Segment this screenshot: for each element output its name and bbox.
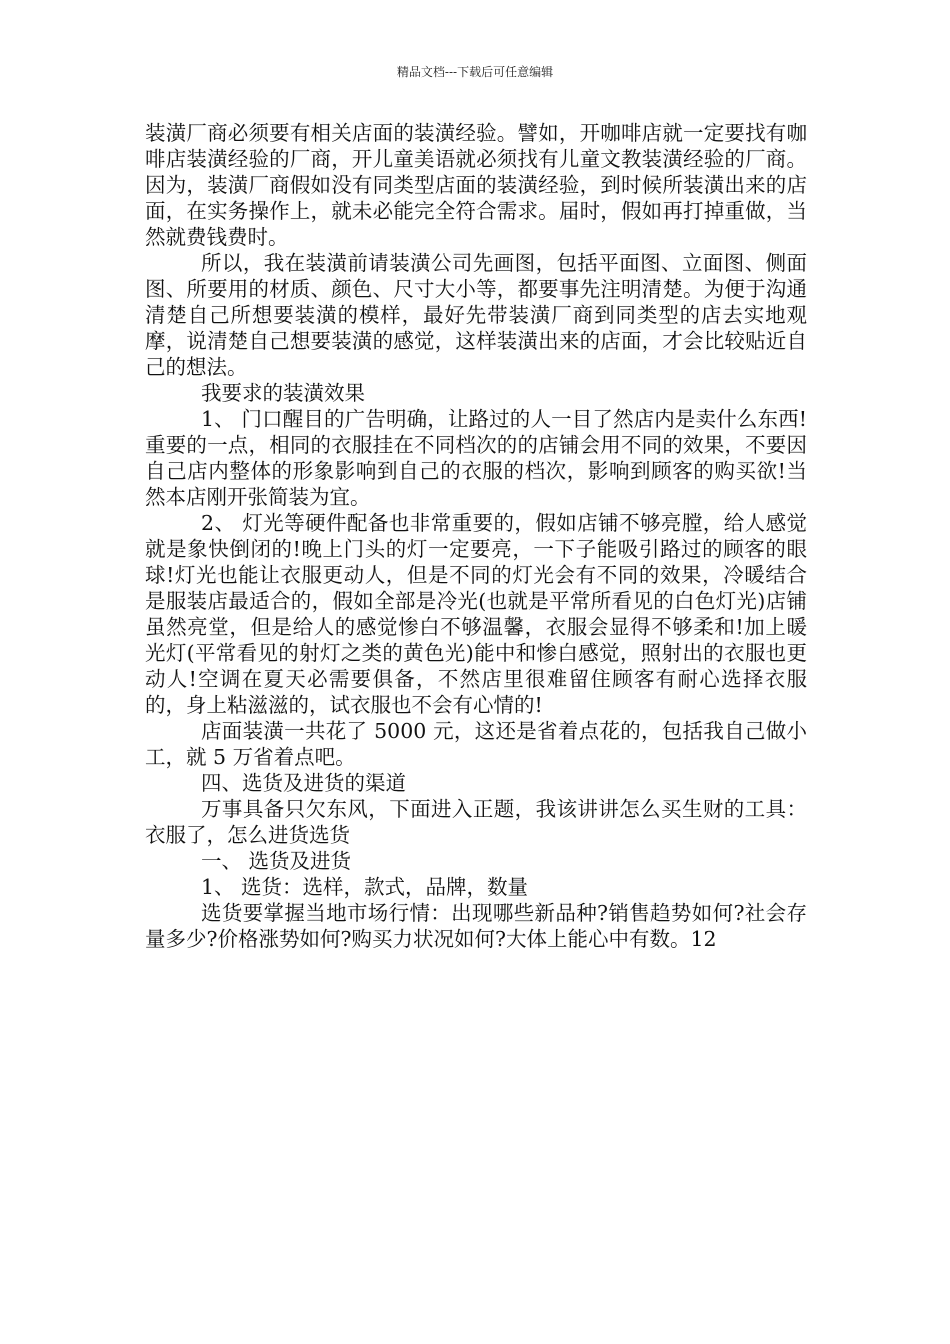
section-heading-decoration-effect: 我要求的装潢效果 bbox=[201, 381, 365, 405]
paragraph-intro: 万事具备只欠东风，下面进入正题，我该讲讲怎么买生财的工具：衣服了，怎么进货选货 bbox=[145, 797, 807, 847]
list-item-1: 1、 门口醒目的广告明确，让路过的人一目了然店内是卖什么东西!重要的一点，相同的衣服挂在不同档次的的店铺会用不同的效果，不要因自己店内整体的形象影响到自己的衣服的档次，影响到顾客的购买欲!当然本店刚开张简装为宜。 bbox=[145, 407, 807, 509]
paragraph-market: 选货要掌握当地市场行情：出现哪些新品种?销售趋势如何?社会存量多少?价格涨势如何?购买力状况如何?大体上能心中有数。12 bbox=[145, 901, 807, 951]
list-item-2: 2、 灯光等硬件配备也非常重要的，假如店铺不够亮膛，给人感觉就是象快倒闭的!晚上门头的灯一定要亮，一下子能吸引路过的顾客的眼球!灯光也能让衣服更动人，但是不同的灯光会有不同的效果，冷暖结合是服装店最适合的，假如全部是冷光(也就是平常所看见的白色灯光)店铺虽然亮堂，但是给人的感觉惨白不够温馨，衣服会显得不够柔和!加上暖光灯(平常看见的射灯之类的黄色光)能中和惨白感觉，照射出的衣服也更动人!空调在夏天必需要俱备，不然店里很难留住顾客有耐心选择衣服的，身上粘滋滋的，试衣服也不会有心情的! bbox=[145, 511, 807, 717]
document-body bbox=[145, 120, 807, 952]
page-header: 精品文档---下载后可任意编辑 bbox=[396, 65, 554, 79]
paragraph-2: 所以，我在装潢前请装潢公司先画图，包括平面图、立面图、侧面图、所要用的材质、颜色、尺寸大小等，都要事先注明清楚。为便于沟通清楚自己所想要装潢的模样，最好先带装潢厂商到同类型的店去实地观摩，说清楚自己想要装潢的感觉，这样装潢出来的店面，才会比较贴近自己的想法。 bbox=[145, 251, 807, 379]
paragraph-1: 装潢厂商必须要有相关店面的装潢经验。譬如，开咖啡店就一定要找有咖啡店装潢经验的厂商，开儿童美语就必须找有儿童文教装潢经验的厂商。因为，装潢厂商假如没有同类型店面的装潢经验，到时候所装潢出来的店面，在实务操作上，就未必能完全符合需求。届时，假如再打掉重做，当然就费钱费时。 bbox=[145, 121, 807, 249]
paragraph-cost: 店面装潢一共花了 5000 元，这还是省着点花的，包括我自己做小工，就 5 万省着点吧。 bbox=[145, 719, 807, 769]
section-heading-purchasing-channels: 四、选货及进货的渠道 bbox=[201, 771, 406, 795]
subheading-selection: 1、 选货：选样，款式，品牌，数量 bbox=[201, 875, 529, 899]
subheading-selection-purchasing: 一、 选货及进货 bbox=[201, 849, 352, 873]
